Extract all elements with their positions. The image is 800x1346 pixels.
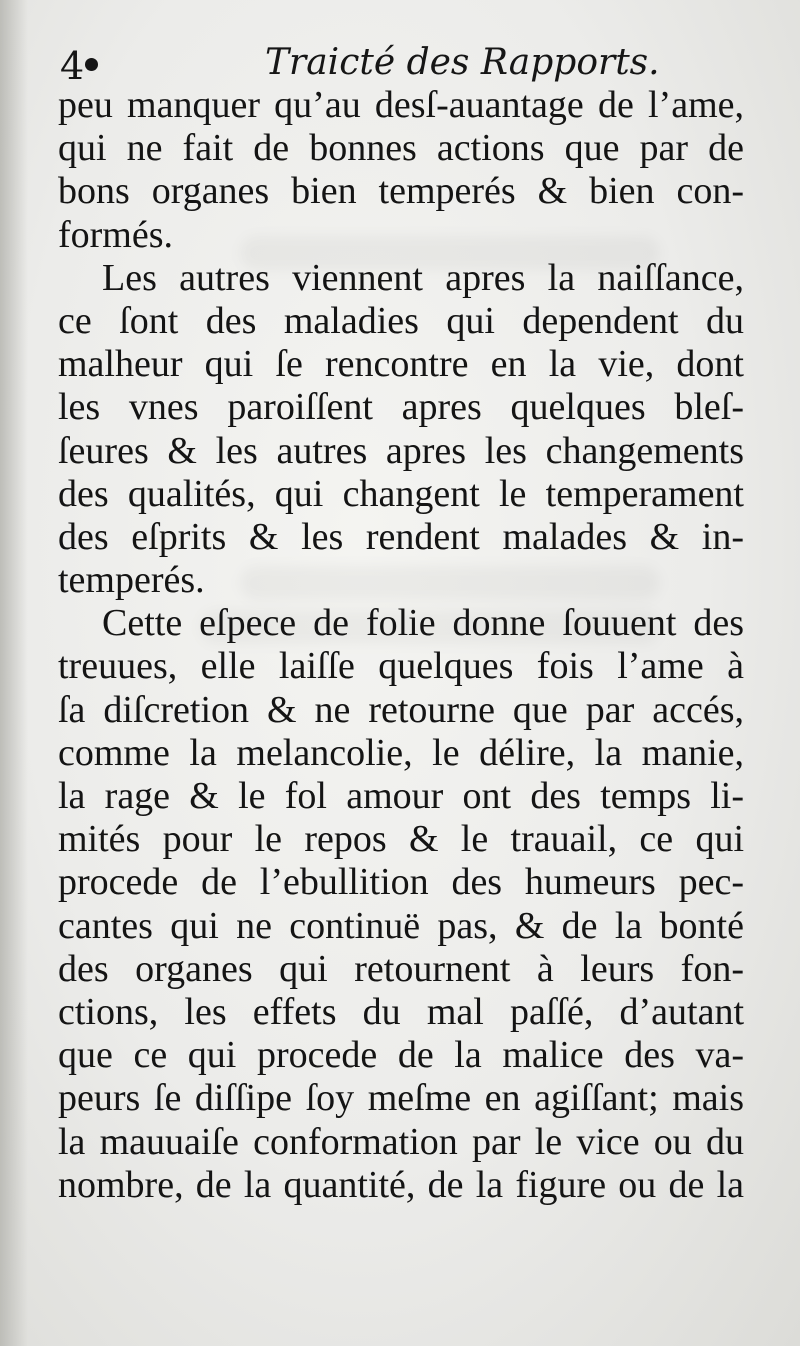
text-line: nombre, de la quantité, de la figure ou de la bbox=[58, 1163, 744, 1206]
text-line: treuues, elle laiſſe quelques fois l’ame à bbox=[58, 645, 744, 688]
page-gutter-shadow bbox=[0, 0, 28, 1346]
text-line: peu manquer qu’au desſ-auantage de l’ame, bbox=[58, 84, 744, 126]
text-line: malheur qui ſe rencontre en la vie, dont bbox=[58, 343, 744, 386]
body-text bbox=[58, 84, 744, 1207]
text-line: qui ne fait de bonnes actions que par de bbox=[58, 127, 744, 170]
text-line: formés. bbox=[58, 213, 174, 256]
page-number-ornament bbox=[85, 58, 98, 71]
text-line: Cette eſpece de folie donne ſouuent des bbox=[102, 602, 744, 645]
text-line: que ce qui procede de la malice des va- bbox=[58, 1034, 744, 1077]
text-line: procede de l’ebullition des humeurs pec- bbox=[58, 861, 744, 904]
text-line: Les autres viennent apres la naiſſance, bbox=[102, 256, 744, 299]
running-title: Traicté des Rapports. bbox=[265, 42, 660, 83]
text-line: la mauuaiſe conformation par le vice ou du bbox=[58, 1120, 744, 1163]
text-line: ſeures & les autres apres les changements bbox=[58, 429, 744, 472]
text-line: des eſprits & les rendent malades & in- bbox=[58, 515, 744, 558]
text-line: bons organes bien temperés & bien con- bbox=[58, 170, 744, 213]
text-line: comme la melancolie, le délire, la manie, bbox=[58, 731, 744, 774]
text-line: ce ſont des maladies qui dependent du bbox=[58, 299, 744, 342]
text-line: la rage & le fol amour ont des temps li- bbox=[58, 775, 744, 817]
text-line: mités pour le repos & le trauail, ce qui bbox=[58, 818, 744, 861]
text-line: ſa diſcretion & ne retourne que par accés, bbox=[58, 688, 744, 731]
text-line: les vnes paroiſſent apres quelques bleſ- bbox=[58, 386, 744, 429]
page-number: 4 bbox=[60, 44, 85, 88]
text-line: ctions, les effets du mal paſſé, d’autant bbox=[58, 990, 744, 1033]
text-line: des organes qui retournent à leurs fon- bbox=[58, 947, 744, 990]
page-header bbox=[60, 38, 760, 90]
text-line: temperés. bbox=[58, 559, 205, 602]
text-line: cantes qui ne continuë pas, & de la bonté bbox=[58, 904, 744, 947]
text-line: des qualités, qui changent le temperament bbox=[58, 472, 744, 515]
text-line: peurs ſe diſſipe ſoy meſme en agiſſant; mais bbox=[58, 1077, 744, 1120]
